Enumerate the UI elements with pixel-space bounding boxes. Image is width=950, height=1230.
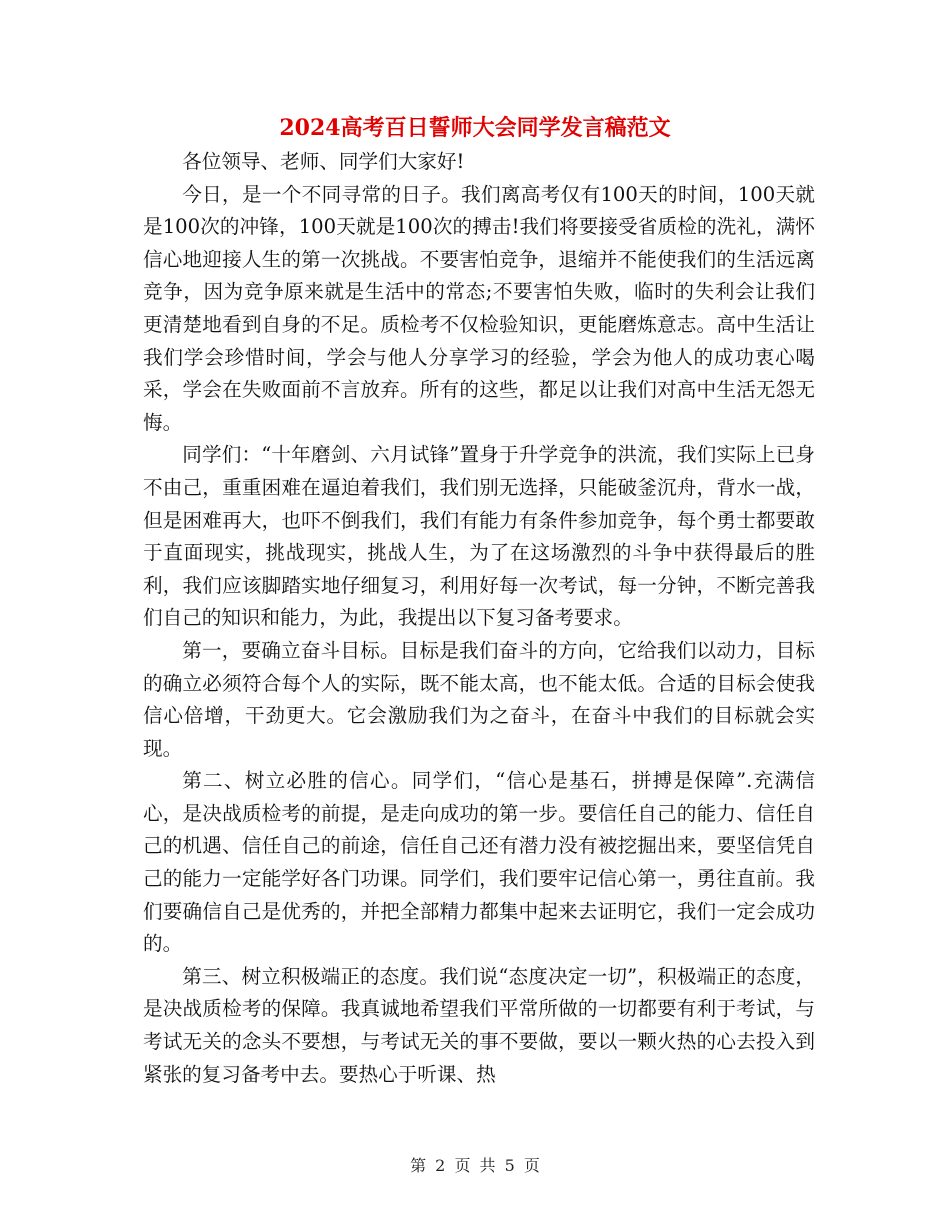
page-number-footer: 第 2 页 共 5 页 xyxy=(410,1156,540,1175)
document-title: 2024高考百日誓师大会同学发言稿范文 xyxy=(279,115,671,141)
paragraph-greeting: 各位领导、老师、同学们大家好! xyxy=(182,150,465,173)
paragraph-4: 第二、树立必胜的信心。同学们，“信心是基石，拼搏是保障”.充满信心，是决战质检考的前提，是走向成功的第一步。要信任自己的能力、信任自己的机遇、信任自己的前途，信任自己还有潜力没有被挖掘出来，要坚信凭自己的能力一定能学好各门功课。同学们，我们要牢记信心第一，勇往直前。我们要确信自己是优秀的，并把全部精力都集中起来去证明它，我们一定会成功的。 xyxy=(143,769,815,956)
paragraph-3: 第一，要确立奋斗目标。目标是我们奋斗的方向，它给我们以动力，目标的确立必须符合每个人的实际，既不能太高，也不能太低。合适的目标会使我信心倍增，干劲更大。它会激励我们为之奋斗，在奋斗中我们的目标就会实现。 xyxy=(143,638,815,760)
paragraph-1: 今日，是一个不同寻常的日子。我们离高考仅有100天的时间，100天就是100次的冲锋，100天就是100次的搏击!我们将要接受省质检的洗礼，满怀信心地迎接人生的第一次挑战。不要害怕竞争，退缩并不能使我们的生活远离竞争，因为竞争原来就是生活中的常态;不要害怕失败，临时的失利会让我们更清楚地看到自身的不足。质检考不仅检验知识，更能磨炼意志。高中生活让我们学会珍惜时间，学会与他人分享学习的经验，学会为他人的成功衷心喝采，学会在失败面前不言放弃。所有的这些，都足以让我们对高中生活无怨无悔。 xyxy=(143,182,815,434)
paragraph-2: 同学们：“十年磨剑、六月试锋”置身于升学竞争的洪流，我们实际上已身不由己，重重困难在逼迫着我们，我们别无选择，只能破釜沉舟，背水一战，但是困难再大，也吓不倒我们，我们有能力有条件参加竞争，每个勇士都要敢于直面现实，挑战现实，挑战人生，为了在这场激烈的斗争中获得最后的胜利，我们应该脚踏实地仔细复习，利用好每一次考试，每一分钟，不断完善我们自己的知识和能力，为此，我提出以下复习备考要求。 xyxy=(143,443,815,630)
document-body xyxy=(143,146,815,1091)
paragraph-5: 第三、树立积极端正的态度。我们说“态度决定一切”，积极端正的态度，是决战质检考的保障。我真诚地希望我们平常所做的一切都要有利于考试，与考试无关的念头不要想，与考试无关的事不要做，要以一颗火热的心去投入到紧张的复习备考中去。要热心于听课、热 xyxy=(143,964,815,1086)
